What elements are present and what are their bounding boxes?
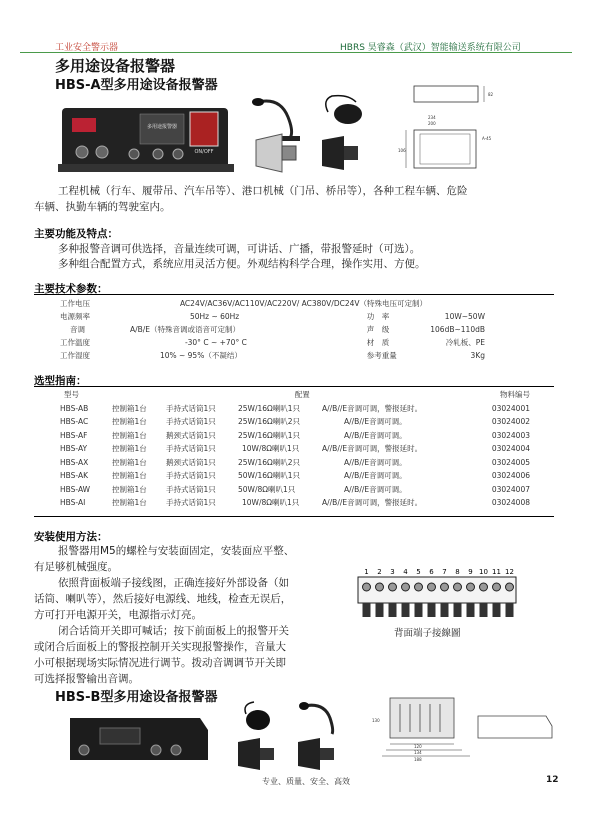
- terminal-screw: [402, 583, 410, 591]
- specs-title: 主要技术参数：: [34, 283, 108, 295]
- terminal-diagram: [350, 565, 525, 623]
- speaker-b-2-image: [294, 736, 338, 772]
- terminal-number-2: 2: [377, 568, 382, 576]
- dimension-view-b: [370, 692, 560, 770]
- svg-text:134: 134: [414, 750, 422, 755]
- terminal-pin: [467, 603, 475, 617]
- spec-row: 工作湿度 10% ~ 95%（不凝结） 参考重量 3Kg: [60, 351, 485, 360]
- speaker-b-1-image: [234, 736, 278, 772]
- specs-rule: [34, 294, 554, 295]
- terminal-screw: [428, 583, 436, 591]
- terminal-screw: [506, 583, 514, 591]
- svg-text:106: 106: [398, 148, 406, 153]
- table-row: HBS-AK 控制箱1台 手持式话筒1只 50W/16Ω喇叭1只 A//B//E音调可调。 03024006: [60, 471, 530, 481]
- terminal-pin: [506, 603, 514, 617]
- section-b-title: HBS-B型多用途设备报警器: [55, 690, 218, 705]
- device-a-image: [58, 98, 238, 182]
- svg-text:188: 188: [414, 757, 422, 762]
- table-row: HBS-AW 控制箱1台 手持式话筒1只 50W/8Ω喇叭1只 A//B//E音调可调。 03024007: [60, 484, 530, 494]
- terminal-number-5: 5: [416, 568, 421, 576]
- specs-table: [60, 297, 545, 362]
- handheld-microphone-image: [318, 92, 368, 132]
- terminal-number-4: 4: [403, 568, 408, 576]
- svg-text:130: 130: [372, 718, 380, 723]
- terminal-pin: [454, 603, 462, 617]
- page-title: 多用途设备报警器: [55, 57, 176, 75]
- horn-speaker-image: [252, 132, 300, 174]
- terminal-pin: [441, 603, 449, 617]
- terminal-pin: [363, 603, 371, 617]
- header-left: 工业安全警示器: [55, 43, 119, 53]
- dimension-front-view-a: [398, 112, 502, 178]
- terminal-number-12: 12: [505, 568, 514, 576]
- table-row: HBS-AF 控制箱1台 鹅颈式话筒1只 25W/16Ω喇叭1只 A//B//E音调可调。 03024003: [60, 430, 530, 440]
- spec-row: 工作电压 AC24V/AC36V/AC110V/AC220V/ AC380V/DC24V（特殊电压可定制）: [60, 299, 428, 308]
- compact-speaker-image: [318, 134, 362, 172]
- table-row: HBS-AY 控制箱1台 手持式话筒1只 10W/8Ω喇叭1只 A//B//E音调可调，警报延时。 03024004: [60, 444, 530, 454]
- install-p3-l1: 闭合话筒开关即可喊话；按下前面板上的报警开关: [58, 625, 289, 637]
- terminal-screw: [467, 583, 475, 591]
- footer-slogan: 专业、质量、安全、高效: [262, 777, 350, 786]
- terminal-screw: [441, 583, 449, 591]
- selection-rule: [34, 386, 554, 387]
- spec-row: 工作温度 -30° C ~ +70° C 材 质 冷轧板、PE: [60, 338, 485, 347]
- install-title: 安装使用方法：: [34, 531, 108, 543]
- terminal-screw: [376, 583, 384, 591]
- terminal-number-7: 7: [442, 568, 447, 576]
- handheld-microphone-b-image: [236, 700, 280, 734]
- install-p3-l3: 小可根据现场实际情况进行调节。拨动音调调节开关即: [34, 657, 286, 669]
- terminal-number-9: 9: [468, 568, 473, 576]
- terminal-number-8: 8: [455, 568, 460, 576]
- terminal-pin: [480, 603, 488, 617]
- table-row: HBS-AI 控制箱1台 手持式话筒1只 10W/8Ω喇叭1只 A//B//E音调可调，警报延时。 03024008: [60, 498, 530, 508]
- selection-title: 选型指南：: [34, 375, 87, 387]
- svg-text:200: 200: [428, 121, 436, 126]
- device-a-panel-label: 多用途报警器: [146, 124, 178, 130]
- terminal-number-6: 6: [429, 568, 434, 576]
- terminal-number-3: 3: [390, 568, 395, 576]
- selection-table: [60, 388, 530, 510]
- section-a-title: HBS-A型多用途设备报警器: [55, 78, 218, 93]
- install-p1-l1: 报警器用M5的螺栓与安装面固定，安装面应平整、: [58, 545, 295, 557]
- install-p2-l1: 依照背面板端子接线图，正确连接好外部设备（如: [58, 577, 289, 589]
- terminal-screw: [415, 583, 423, 591]
- terminal-pin: [389, 603, 397, 617]
- svg-text:A-45: A-45: [482, 136, 492, 141]
- table-row: HBS-AC 控制箱1台 手持式话筒1只 25W/16Ω喇叭2只 A//B//E音调可调。 03024002: [60, 417, 530, 427]
- terminal-screw: [493, 583, 501, 591]
- svg-text:234: 234: [428, 115, 436, 120]
- svg-text:120: 120: [414, 744, 422, 749]
- spec-row: 电源频率 50Hz ~ 60Hz 功 率 10W~50W: [60, 312, 485, 321]
- terminal-number-1: 1: [364, 568, 369, 576]
- terminal-pin: [376, 603, 384, 617]
- terminal-pin: [493, 603, 501, 617]
- terminal-number-11: 11: [492, 568, 501, 576]
- table-row: HBS-AX 控制箱1台 鹅颈式话筒1只 25W/16Ω喇叭2只 A//B//E音调可调。 03024005: [60, 457, 530, 467]
- device-a-button-label: ON/OFF: [194, 149, 214, 155]
- dimension-top-view-a: [408, 80, 498, 108]
- intro-line-2: 车辆、执勤车辆的驾驶室内。: [34, 201, 171, 213]
- terminal-screw: [454, 583, 462, 591]
- terminal-caption: 背面端子接線圖: [394, 628, 461, 639]
- table-row: HBS-AB 控制箱1台 手持式话筒1只 25W/16Ω喇叭1只 A//B//E音调可调，警报延时。 03024001: [60, 403, 530, 413]
- features-title: 主要功能及特点：: [34, 228, 118, 240]
- gooseneck-microphone-b-image: [298, 698, 348, 738]
- terminal-pin: [402, 603, 410, 617]
- install-p1-l2: 有足够机械强度。: [34, 561, 118, 573]
- install-p2-l2: 话筒、喇叭等），然后接好电源线、地线，检查无误后，: [34, 593, 292, 605]
- feature-line-2: 多种组合配置方式，系统应用灵活方便。外观结构科学合理，操作实用、方便。: [58, 258, 426, 270]
- feature-line-1: 多种报警音调可供选择，音量连续可调，可讲话、广播，带报警延时（可选）。: [58, 243, 421, 255]
- terminal-screw: [363, 583, 371, 591]
- install-p3-l2: 或闭合后面板上的警报控制开关实现报警操作，音量大: [34, 641, 286, 653]
- install-p2-l3: 方可打开电源开关，电源指示灯亮。: [34, 609, 202, 621]
- header-right: HBRS 昊睿森（武汉）智能输送系统有限公司: [340, 43, 521, 53]
- terminal-screw: [389, 583, 397, 591]
- intro-line-1: 工程机械（行车、履带吊、汽车吊等）、港口机械（门吊、桥吊等），各种工程车辆、危险: [58, 185, 468, 197]
- device-b-image: [60, 710, 210, 772]
- spec-row: 音调 A/B/E（特殊音调或语音可定制） 声 级 106dB~110dB: [70, 325, 485, 334]
- svg-text:82: 82: [488, 92, 494, 97]
- terminal-number-10: 10: [479, 568, 488, 576]
- header-rule: [20, 52, 572, 53]
- selection-bottom-rule: [34, 516, 554, 517]
- terminal-pin: [428, 603, 436, 617]
- terminal-screw: [480, 583, 488, 591]
- terminal-pin: [415, 603, 423, 617]
- selection-header-row: 型号 配置 物料编号: [64, 390, 530, 400]
- install-p3-l4: 可选择报警输出音调。: [34, 673, 139, 685]
- page-number: 12: [546, 775, 559, 785]
